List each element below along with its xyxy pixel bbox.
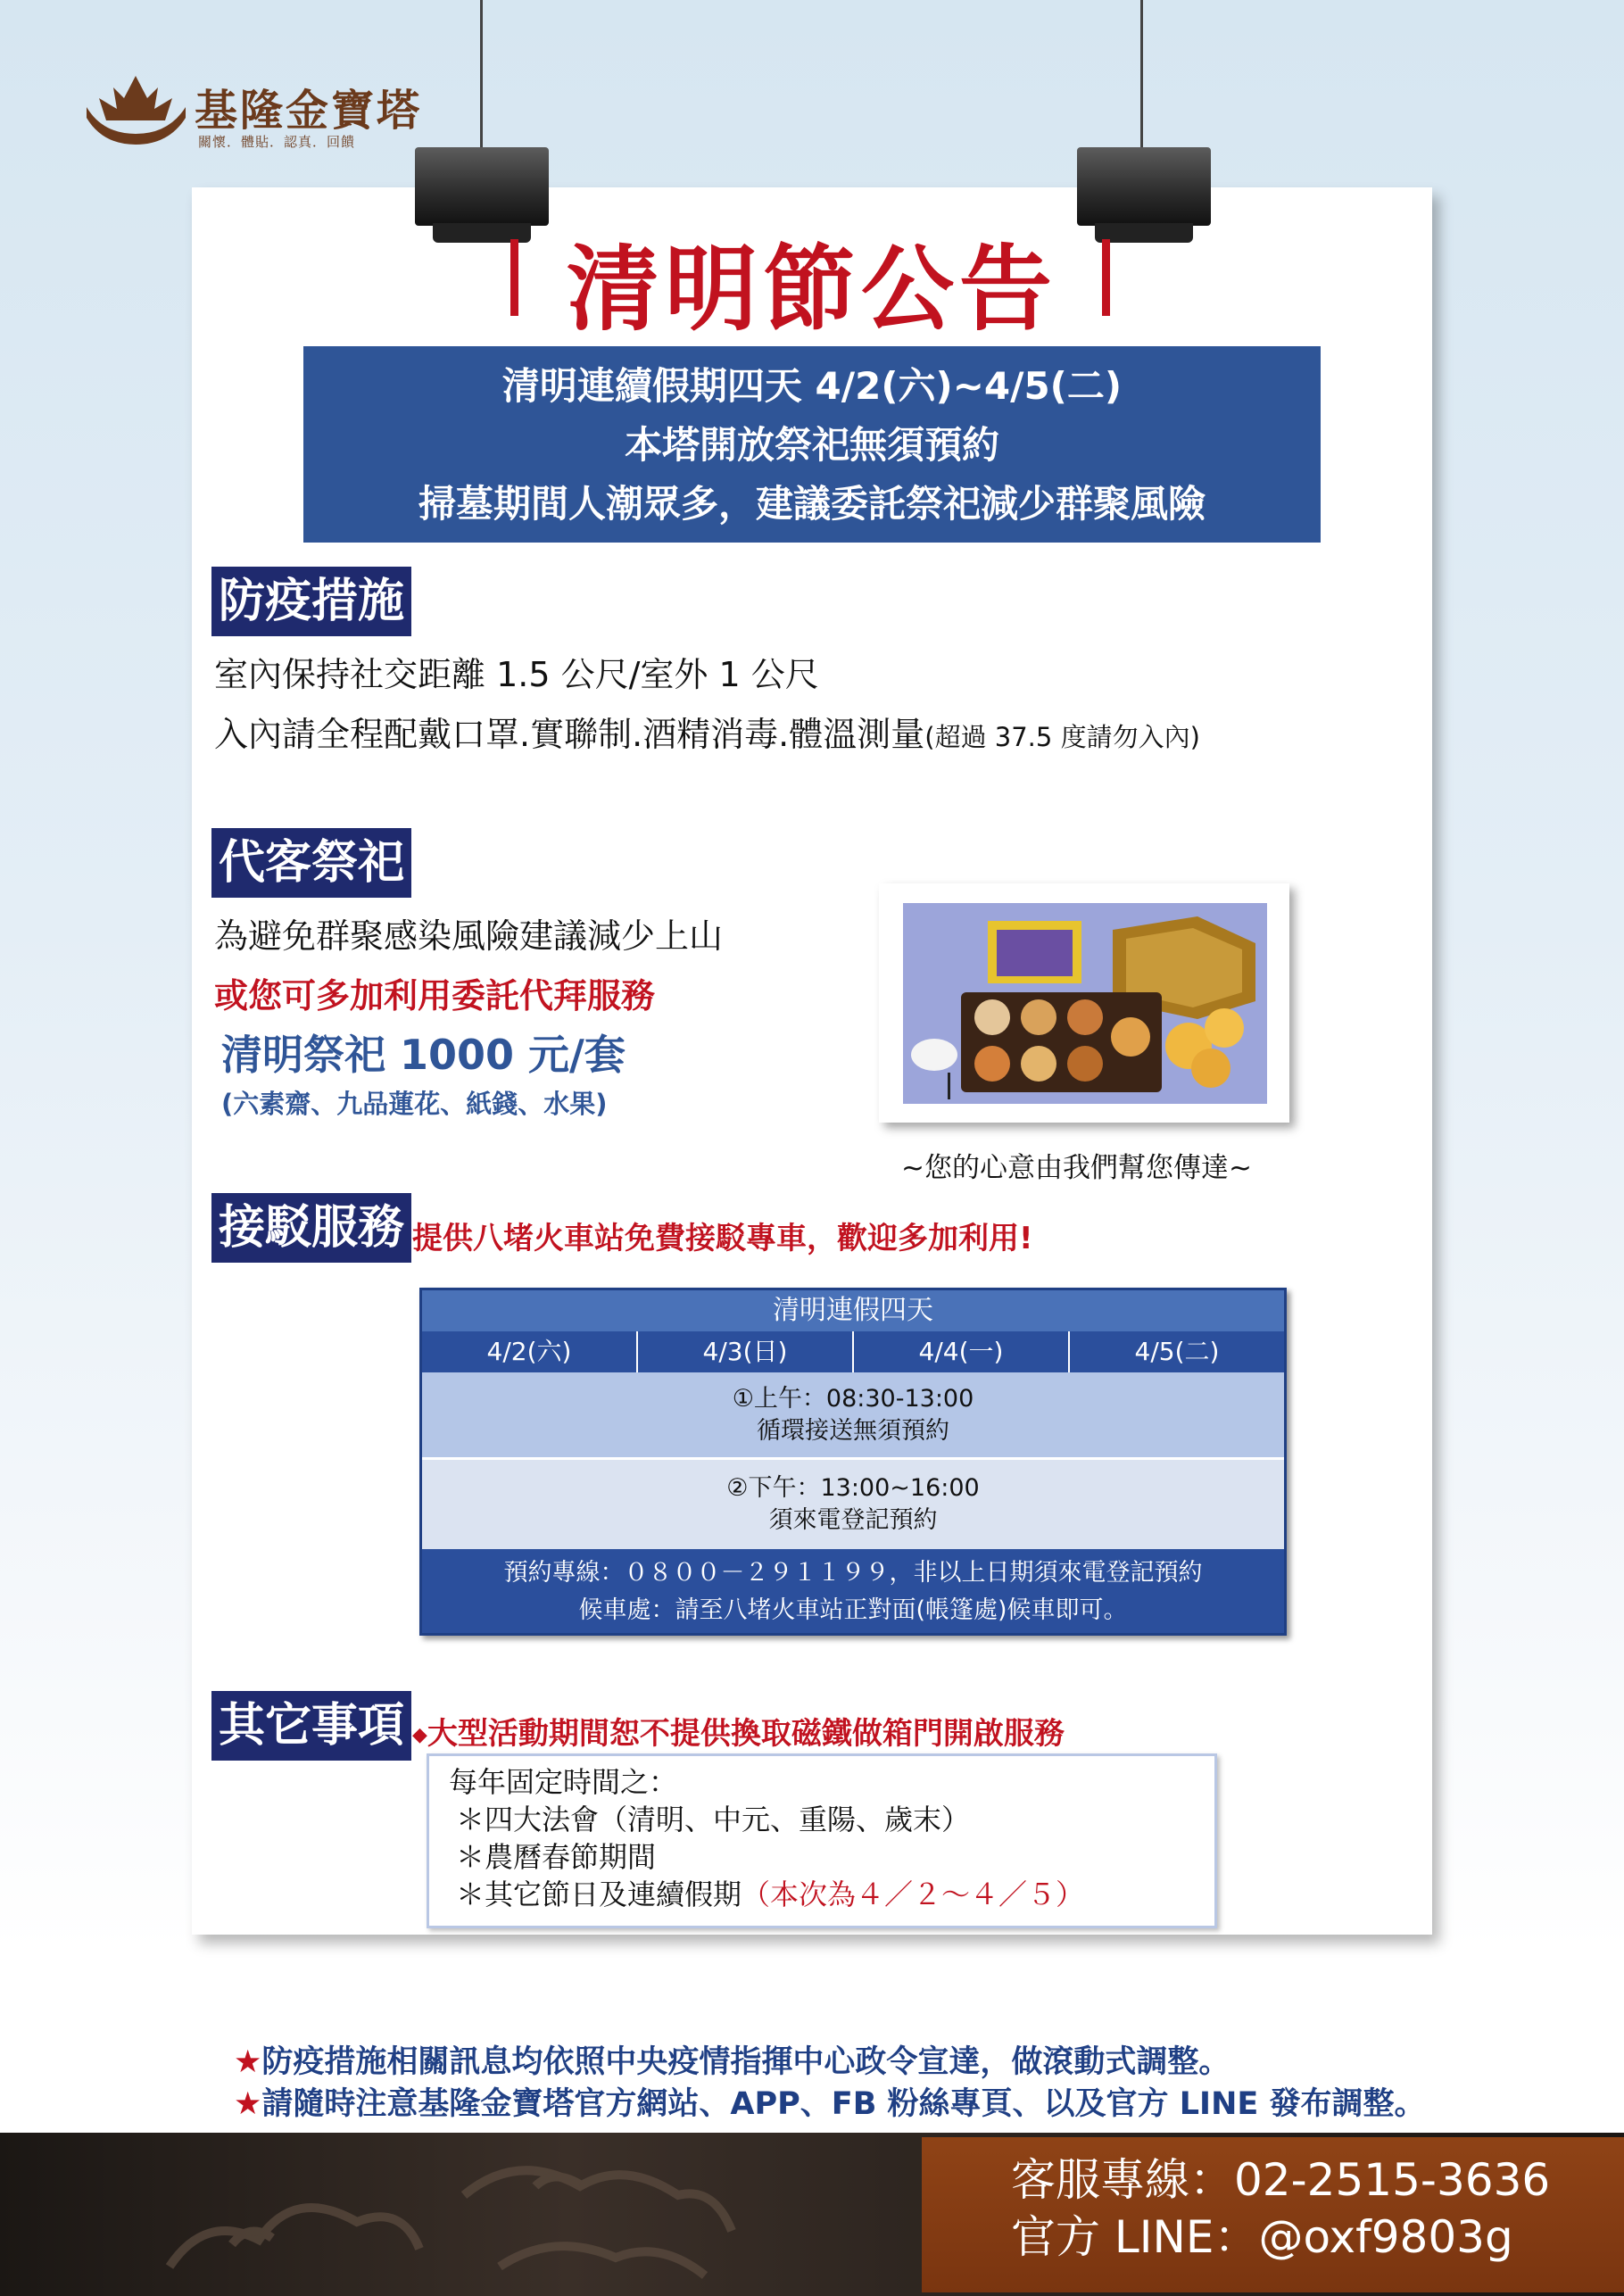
contact-line-id: 官方 LINE：@oxf9803g bbox=[1011, 2211, 1513, 2263]
epidemic-line-2 bbox=[214, 707, 1200, 756]
note-heading: 每年固定時間之： bbox=[449, 1765, 678, 1799]
shuttle-row-afternoon-note: 須來電登記預約 bbox=[768, 1506, 938, 1534]
shuttle-day-3: 4/4(一) bbox=[854, 1331, 1070, 1372]
section-label-epidemic: 防疫措施 bbox=[211, 567, 411, 636]
shuttle-row-afternoon bbox=[422, 1460, 1284, 1549]
banner-line-1: 清明連續假期四天 4/2(六)~4/5(二) bbox=[501, 364, 1123, 408]
other-note-box bbox=[427, 1753, 1217, 1928]
cloud-pattern-icon bbox=[0, 2133, 892, 2296]
section-label-other: 其它事項 bbox=[211, 1691, 411, 1761]
star-icon: ★ bbox=[234, 2086, 262, 2122]
footer-note-1-text: 防疫措施相關訊息均依照中央疫情指揮中心政令宣達，做滾動式調整。 bbox=[261, 2044, 1230, 2080]
diamond-bullet-icon: ◆ bbox=[412, 1724, 427, 1746]
shuttle-day-2: 4/3(日) bbox=[638, 1331, 854, 1372]
shuttle-table-days bbox=[422, 1331, 1284, 1372]
note-item-2: ＊農曆春節期間 bbox=[456, 1840, 657, 1874]
note-item-3-text: ＊其它節日及連續假期 bbox=[456, 1877, 742, 1911]
offering-photo bbox=[903, 903, 1267, 1104]
photo-caption: ~您的心意由我們幫您傳達~ bbox=[901, 1152, 1252, 1184]
banner-line-2: 本塔開放祭祀無須預約 bbox=[624, 423, 999, 467]
shuttle-desc: 提供八堵火車站免費接駁專車，歡迎多加利用! bbox=[412, 1221, 1033, 1256]
contact-box bbox=[922, 2137, 1624, 2292]
shuttle-row-morning-note: 循環接送無須預約 bbox=[757, 1417, 949, 1445]
footer-note-2 bbox=[234, 2079, 1425, 2124]
shuttle-booking-line: 預約專線：０８００－２９１１９９，非以上日期須來電登記預約 bbox=[503, 1559, 1203, 1587]
shuttle-day-1: 4/2(六) bbox=[422, 1331, 638, 1372]
shuttle-row-morning bbox=[422, 1372, 1284, 1460]
shuttle-row-morning-time: ①上午：08:30-13:00 bbox=[732, 1385, 974, 1413]
proxy-line-1: 為避免群聚感染風險建議減少上山 bbox=[214, 916, 724, 956]
epidemic-line-2-note: (超過 37.5 度請勿入內) bbox=[924, 722, 1200, 752]
banner-line-3: 掃墓期間人潮眾多，建議委託祭祀減少群聚風險 bbox=[418, 482, 1206, 526]
shuttle-row-afternoon-time: ②下午：13:00~16:00 bbox=[726, 1474, 980, 1502]
shuttle-table-header: 清明連假四天 bbox=[422, 1290, 1284, 1331]
hanging-string-left bbox=[480, 0, 483, 152]
hanging-string-right bbox=[1140, 0, 1143, 152]
logo-mark-icon bbox=[85, 71, 187, 147]
note-item-1: ＊四大法會（清明、中元、重陽、歲末） bbox=[456, 1803, 971, 1836]
note-item-3-dates: （本次為４／２～４／５） bbox=[742, 1877, 1085, 1911]
proxy-price: 清明祭祀 1000 元/套 bbox=[221, 1031, 626, 1079]
section-label-proxy: 代客祭祀 bbox=[211, 828, 411, 898]
shuttle-table bbox=[419, 1288, 1287, 1636]
shuttle-day-4: 4/5(二) bbox=[1134, 1337, 1220, 1366]
holiday-banner bbox=[303, 346, 1321, 543]
shuttle-waiting-place: 候車處：請至八堵火車站正對面(帳篷處)候車即可。 bbox=[578, 1596, 1128, 1624]
epidemic-line-1: 室內保持社交距離 1.5 公尺/室外 1 公尺 bbox=[214, 655, 819, 694]
proxy-line-2: 或您可多加利用委託代拜服務 bbox=[214, 976, 656, 1015]
epidemic-line-2-main: 入內請全程配戴口罩.實聯制.酒精消毒.體溫測量 bbox=[214, 715, 925, 754]
note-item-3 bbox=[429, 1876, 1214, 1913]
footer-note-1 bbox=[234, 2037, 1230, 2082]
proxy-items: (六素齋、九品蓮花、紙錢、水果) bbox=[221, 1089, 608, 1119]
footer-note-2-text: 請隨時注意基隆金寶塔官方網站、APP、FB 粉絲專頁、以及官方 LINE 發布調整。 bbox=[261, 2086, 1426, 2122]
other-desc-text: 大型活動期間恕不提供換取磁鐵做箱門開啟服務 bbox=[427, 1716, 1065, 1752]
page-title: 清明節公告 bbox=[566, 235, 1057, 344]
star-icon: ★ bbox=[234, 2044, 262, 2080]
logo-tagline: 關懷．體貼．認真．回饋 bbox=[198, 134, 356, 150]
contact-phone: 客服專線：02-2515-3636 bbox=[1011, 2154, 1551, 2206]
other-desc bbox=[412, 1709, 1065, 1753]
shuttle-table-footer bbox=[422, 1549, 1284, 1633]
section-label-shuttle: 接駁服務 bbox=[211, 1193, 411, 1263]
logo-name: 基隆金寶塔 bbox=[195, 86, 423, 136]
